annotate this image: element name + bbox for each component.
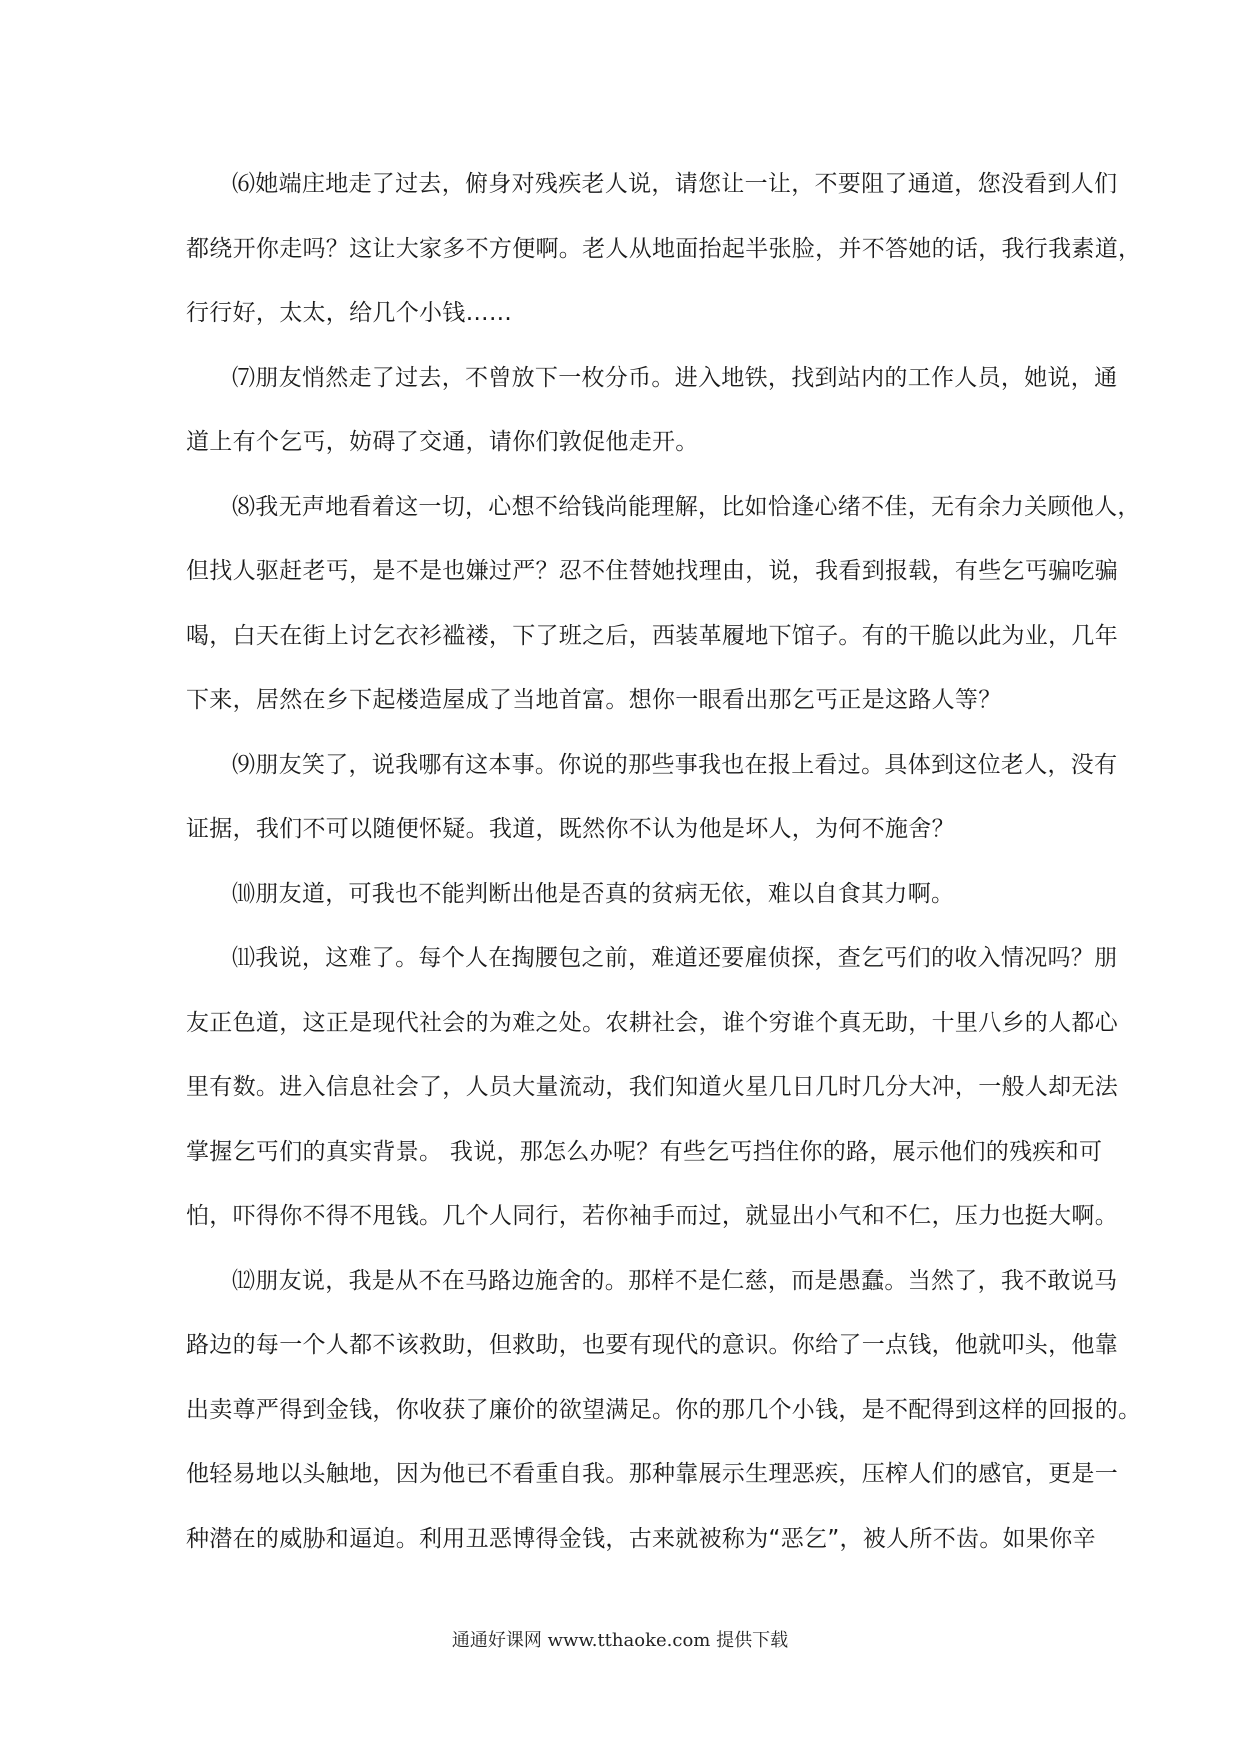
document-body xyxy=(186,152,1142,1571)
text-line: 证据，我们不可以随便怀疑。我道，既然你不认为他是坏人，为何不施舍？ xyxy=(186,816,955,842)
text-line: ⑾我说，这难了。每个人在掏腰包之前，难道还要雇侦探，查乞丐们的收入情况吗？朋 xyxy=(232,945,1118,971)
text-line: ⑺朋友悄然走了过去，不曾放下一枚分币。进入地铁，找到站内的工作人员，她说，通 xyxy=(232,364,1118,391)
text-line: 友正色道，这正是现代社会的为难之处。农耕社会，谁个穷谁个真无助，十里八乡的人都心 xyxy=(186,1009,1118,1036)
text-line: 出卖尊严得到金钱，你收获了廉价的欲望满足。你的那几个小钱，是不配得到这样的回报的。 xyxy=(186,1396,1142,1423)
text-line: 都绕开你走吗？这让大家多不方便啊。老人从地面抬起半张脸，并不答她的话，我行我素道， xyxy=(186,235,1142,262)
text-line: ⑻我无声地看着这一切，心想不给钱尚能理解，比如恰逢心绪不佳，无有余力关顾他人， xyxy=(232,493,1141,520)
text-line: 行行好，太太，给几个小钱…… xyxy=(186,300,513,326)
text-line: ⑿朋友说，我是从不在马路边施舍的。那样不是仁慈，而是愚蠢。当然了，我不敢说马 xyxy=(232,1267,1118,1294)
text-line: 他轻易地以头触地，因为他已不看重自我。那种靠展示生理恶疾，压榨人们的感官，更是一 xyxy=(186,1461,1118,1487)
text-line: ⑽朋友道，可我也不能判断出他是否真的贫病无依，难以自食其力啊。 xyxy=(232,880,955,907)
text-line: 里有数。进入信息社会了，人员大量流动，我们知道火星几日几时几分大冲，一般人却无法 xyxy=(186,1074,1118,1100)
text-line: ⑼朋友笑了，说我哪有这本事。你说的那些事我也在报上看过。具体到这位老人，没有 xyxy=(232,751,1118,778)
page-footer: 通通好课网 www.tthaoke.com 提供下载 xyxy=(451,1630,789,1651)
text-line: 怕，吓得你不得不甩钱。几个人同行，若你袖手而过，就显出小气和不仁，压力也挺大啊。 xyxy=(186,1203,1118,1229)
text-line: 掌握乞丐们的真实背景。 我说，那怎么办呢？有些乞丐挡住你的路，展示他们的残疾和可 xyxy=(186,1138,1103,1165)
text-line: 道上有个乞丐，妨碍了交通，请你们敦促他走开。 xyxy=(186,429,699,455)
text-line: 种潜在的威胁和逼迫。利用丑恶博得金钱，古来就被称为“恶乞”，被人所不齿。如果你辛 xyxy=(186,1525,1096,1552)
text-line: 但找人驱赶老丐，是不是也嫌过严？忍不住替她找理由，说，我看到报载，有些乞丐骗吃骗 xyxy=(186,558,1118,584)
text-line: ⑹她端庄地走了过去，俯身对残疾老人说，请您让一让，不要阻了通道，您没看到人们 xyxy=(232,171,1118,197)
text-line: 路边的每一个人都不该救助，但救助，也要有现代的意识。你给了一点钱，他就叩头，他靠 xyxy=(186,1332,1118,1358)
text-line: 喝，白天在街上讨乞衣衫褴褛，下了班之后，西装革履地下馆子。有的干脆以此为业，几年 xyxy=(186,622,1118,649)
text-line: 下来，居然在乡下起楼造屋成了当地首富。想你一眼看出那乞丐正是这路人等？ xyxy=(186,687,1002,713)
